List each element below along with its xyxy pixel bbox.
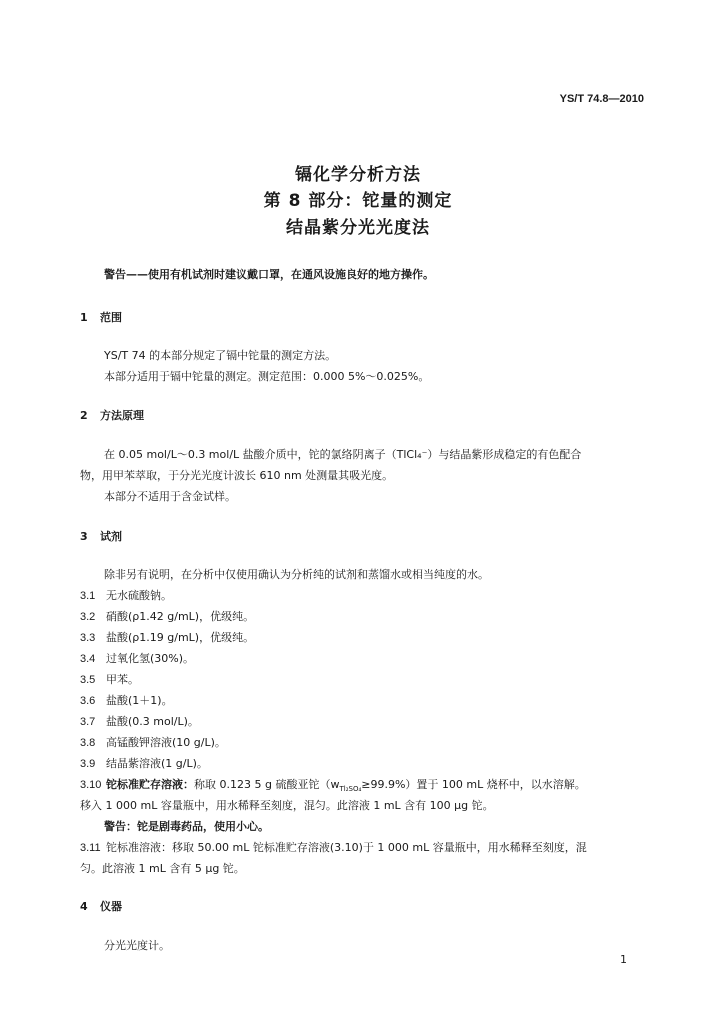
section-1-heading (80, 309, 122, 325)
item-text: 盐酸(1＋1)。 (106, 694, 173, 707)
item-text: 硝酸(ρ1.42 g/mL)，优级纯。 (106, 610, 255, 623)
section-3-heading (80, 528, 122, 544)
reagent-item-3-11 (80, 839, 587, 855)
section-2-paragraph: 物，用甲苯萃取，于分光光度计波长 610 nm 处测量其吸光度。 (80, 469, 394, 482)
section-title: 范围 (100, 311, 122, 324)
item-text: 无水硫酸钠。 (106, 589, 172, 602)
item-label: 铊标准贮存溶液： (106, 778, 194, 791)
item-number: 3.7 (80, 716, 96, 728)
section-number: 2 (80, 409, 88, 422)
reagent-item-3-10 (80, 776, 586, 793)
section-2-heading (80, 407, 144, 423)
reagent-item (80, 734, 226, 750)
section-4-paragraph: 分光光度计。 (104, 939, 170, 952)
reagent-item (80, 629, 254, 645)
item-number: 3.5 (80, 674, 96, 686)
reagent-item (80, 713, 199, 729)
item-text: ≥99.9%）置于 100 mL 烧杯中，以水溶解。 (361, 778, 586, 791)
reagent-item (80, 608, 254, 624)
item-number: 3.8 (80, 737, 96, 749)
section-number: 3 (80, 530, 88, 543)
item-text: 铊标准溶液：移取 50.00 mL 铊标准贮存溶液(3.10)于 1 000 mL 容量瓶中，用水稀释至刻度，混 (106, 841, 587, 854)
title-line-1: 镉化学分析方法 (295, 165, 421, 185)
page-number: 1 (620, 953, 627, 966)
item-number: 3.4 (80, 653, 96, 665)
item-text: 高锰酸钾溶液(10 g/L)。 (106, 736, 226, 749)
section-1-paragraph: 本部分适用于镉中铊量的测定。测定范围：0.000 5%～0.025%。 (104, 370, 430, 383)
section-number: 1 (80, 311, 88, 324)
item-number: 3.11 (80, 842, 101, 854)
item-text: 盐酸(ρ1.19 g/mL)，优级纯。 (106, 631, 255, 644)
item-number: 3.1 (80, 590, 96, 602)
item-text: 称取 0.123 5 g 硫酸亚铊（w (194, 778, 340, 791)
section-2-paragraph: 在 0.05 mol/L～0.3 mol/L 盐酸介质中，铊的氯络阴离子（TlCl₄⁻）与结晶紫形成稳定的有色配合 (104, 448, 582, 461)
toxic-warning: 警告：铊是剧毒药品，使用小心。 (104, 820, 269, 833)
section-title: 试剂 (100, 530, 122, 543)
section-number: 4 (80, 900, 88, 913)
title-line-2: 第 8 部分：铊量的测定 (263, 191, 453, 211)
reagent-item (80, 755, 208, 771)
reagent-item (80, 650, 194, 666)
section-title: 仪器 (100, 900, 122, 913)
subscript: Tl₂SO₄ (339, 785, 362, 794)
item-text: 过氧化氢(30%)。 (106, 652, 195, 665)
standard-number: YS/T 74.8—2010 (559, 93, 644, 105)
section-title: 方法原理 (100, 409, 144, 422)
item-text: 甲苯。 (106, 673, 139, 686)
reagent-item (80, 692, 173, 708)
reagent-item-3-11-continued: 匀。此溶液 1 mL 含有 5 μg 铊。 (80, 862, 245, 875)
warning-text: 警告——使用有机试剂时建议戴口罩，在通风设施良好的地方操作。 (104, 268, 434, 281)
item-number: 3.2 (80, 611, 96, 623)
title-line-3: 结晶紫分光光度法 (286, 218, 430, 238)
item-number: 3.10 (80, 779, 102, 791)
item-number: 3.9 (80, 758, 96, 770)
item-number: 3.3 (80, 632, 96, 644)
section-1-paragraph: YS/T 74 的本部分规定了镉中铊量的测定方法。 (104, 349, 337, 362)
item-number: 3.6 (80, 695, 96, 707)
section-3-intro: 除非另有说明，在分析中仅使用确认为分析纯的试剂和蒸馏水或相当纯度的水。 (104, 568, 489, 581)
reagent-item (80, 587, 172, 603)
section-4-heading (80, 898, 122, 914)
item-text: 盐酸(0.3 mol/L)。 (106, 715, 199, 728)
reagent-item (80, 671, 139, 687)
reagent-item-3-10-continued: 移入 1 000 mL 容量瓶中，用水稀释至刻度，混匀。此溶液 1 mL 含有 100 μg 铊。 (80, 799, 494, 812)
section-2-paragraph: 本部分不适用于含金试样。 (104, 490, 236, 503)
item-text: 结晶紫溶液(1 g/L)。 (106, 757, 208, 770)
